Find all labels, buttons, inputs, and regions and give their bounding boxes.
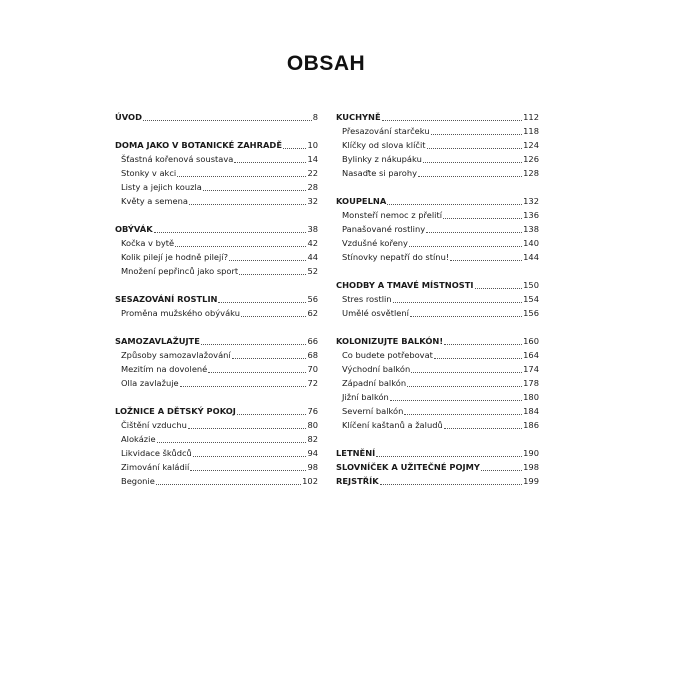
toc-subentry <box>115 152 318 166</box>
toc-subentry <box>115 250 318 264</box>
toc-subentry <box>115 180 318 194</box>
toc-entry-title: SESAZOVÁNÍ ROSTLIN <box>115 294 218 304</box>
toc-page-number: 144 <box>523 252 539 262</box>
toc-page-number: 10 <box>307 140 318 150</box>
toc-entry-title: LOŽNICE A DĚTSKÝ POKOJ <box>115 406 236 416</box>
toc-chapter-entry <box>115 110 318 124</box>
dot-leader <box>404 414 522 415</box>
toc-page-number: 82 <box>307 434 318 444</box>
toc-page-number: 28 <box>307 182 318 192</box>
toc-subentry <box>115 306 318 320</box>
toc-page-number: 174 <box>523 364 539 374</box>
toc-subentry <box>336 222 539 236</box>
dot-leader <box>380 484 522 485</box>
toc-chapter-entry <box>115 138 318 152</box>
toc-page-number: 68 <box>307 350 318 360</box>
toc-subentry <box>336 418 539 432</box>
dot-leader <box>407 386 522 387</box>
toc-entry-title: Západní balkón <box>342 378 407 388</box>
toc-entry-title: Likvidace škůdců <box>121 448 192 458</box>
toc-subentry <box>336 362 539 376</box>
toc-page-number: 128 <box>523 168 539 178</box>
dot-leader <box>434 358 522 359</box>
toc-entry-title: Stres rostlin <box>342 294 392 304</box>
toc-subentry <box>115 432 318 446</box>
toc-page-number: 140 <box>523 238 539 248</box>
toc-page-number: 150 <box>523 280 539 290</box>
toc-page-number: 72 <box>307 378 318 388</box>
toc-page-number: 178 <box>523 378 539 388</box>
toc-page-number: 138 <box>523 224 539 234</box>
toc-entry-title: Vzdušné kořeny <box>342 238 408 248</box>
toc-chapter-entry <box>115 222 318 236</box>
dot-leader <box>409 246 522 247</box>
dot-leader <box>393 302 523 303</box>
toc-entry-title: Klíčky od slova klíčit <box>342 140 426 150</box>
toc-chapter-entry <box>336 110 539 124</box>
toc-chapter-entry <box>115 404 318 418</box>
toc-entry-title: Listy a jejich kouzla <box>121 182 202 192</box>
toc-subentry <box>115 460 318 474</box>
toc-subentry <box>336 390 539 404</box>
toc-entry-title: Východní balkón <box>342 364 411 374</box>
dot-leader <box>418 176 522 177</box>
toc-page-number: 62 <box>307 308 318 318</box>
toc-page-number: 56 <box>307 294 318 304</box>
toc-page-number: 160 <box>523 336 539 346</box>
dot-leader <box>193 456 307 457</box>
toc-subentry <box>336 152 539 166</box>
toc-entry-title: SLOVNÍČEK A UŽITEČNÉ POJMY <box>336 462 480 472</box>
dot-leader <box>444 344 522 345</box>
section-spacer <box>336 264 539 278</box>
dot-leader <box>180 386 307 387</box>
toc-page-number: 180 <box>523 392 539 402</box>
toc-page-number: 70 <box>307 364 318 374</box>
toc-entry-title: Stínovky nepatří do stínu! <box>342 252 450 262</box>
toc-entry-title: Alokázie <box>121 434 156 444</box>
dot-leader <box>143 120 312 121</box>
toc-page-number: 8 <box>312 112 318 122</box>
toc-subentry <box>115 418 318 432</box>
section-spacer <box>336 432 539 446</box>
toc-entry-title: Nasaďte si parohy <box>342 168 418 178</box>
section-spacer <box>115 390 318 404</box>
dot-leader <box>234 162 306 163</box>
toc-page-number: 98 <box>307 462 318 472</box>
toc-entry-title: Klíčení kaštanů a žaludů <box>342 420 443 430</box>
dot-leader <box>237 414 307 415</box>
toc-entry-title: Přesazování starčeku <box>342 126 430 136</box>
toc-entry-title: CHODBY A TMAVÉ MÍSTNOSTI <box>336 280 474 290</box>
toc-entry-title: Kolik pilejí je hodně pilejí? <box>121 252 229 262</box>
toc-subentry <box>115 236 318 250</box>
dot-leader <box>387 204 522 205</box>
toc-entry-title: Olla zavlažuje <box>121 378 179 388</box>
toc-subentry <box>115 362 318 376</box>
toc-page-number: 156 <box>523 308 539 318</box>
dot-leader <box>382 120 522 121</box>
toc-entry-title: Šťastná kořenová soustava <box>121 154 234 164</box>
toc-page-number: 44 <box>307 252 318 262</box>
dot-leader <box>208 372 306 373</box>
toc-page-number: 14 <box>307 154 318 164</box>
section-spacer <box>115 124 318 138</box>
toc-subentry <box>336 376 539 390</box>
dot-leader <box>239 274 306 275</box>
page-title: OBSAH <box>286 52 366 75</box>
dot-leader <box>190 470 306 471</box>
toc-page-number: 94 <box>307 448 318 458</box>
toc-page-number: 118 <box>523 126 539 136</box>
toc-page-number: 112 <box>523 112 539 122</box>
toc-subentry <box>115 474 318 488</box>
dot-leader <box>154 232 307 233</box>
dot-leader <box>426 232 522 233</box>
toc-page-number: 38 <box>307 224 318 234</box>
toc-entry-title: KOUPELNA <box>336 196 387 206</box>
toc-entry-title: Severní balkón <box>342 406 404 416</box>
toc-entry-title: OBÝVÁK <box>115 224 153 234</box>
dot-leader <box>481 470 522 471</box>
toc-entry-title: LETNĚNÍ <box>336 448 376 458</box>
toc-page-number: 52 <box>307 266 318 276</box>
toc-entry-title: Kočka v bytě <box>121 238 175 248</box>
toc-page-number: 80 <box>307 420 318 430</box>
toc-chapter-entry <box>336 194 539 208</box>
toc-entry-title: KUCHYNĚ <box>336 112 381 122</box>
toc-subentry <box>336 166 539 180</box>
toc-subentry <box>336 138 539 152</box>
dot-leader <box>390 400 522 401</box>
toc-page-number: 32 <box>307 196 318 206</box>
toc-chapter-entry <box>336 474 539 488</box>
toc-page-number: 190 <box>523 448 539 458</box>
dot-leader <box>188 428 307 429</box>
toc-subentry <box>336 348 539 362</box>
dot-leader <box>376 456 522 457</box>
toc-page-number: 186 <box>523 420 539 430</box>
toc-entry-title: Stonky v akci <box>121 168 177 178</box>
dot-leader <box>177 176 306 177</box>
toc-page-number: 198 <box>523 462 539 472</box>
toc-entry-title: Jižní balkón <box>342 392 389 402</box>
toc-entry-title: KOLONIZUJTE BALKÓN! <box>336 336 444 346</box>
section-spacer <box>336 320 539 334</box>
toc-page-number: 66 <box>307 336 318 346</box>
toc-chapter-entry <box>115 292 318 306</box>
toc-page-number: 126 <box>523 154 539 164</box>
dot-leader <box>241 316 306 317</box>
dot-leader <box>283 148 306 149</box>
dot-leader <box>203 190 307 191</box>
toc-entry-title: REJSTŘÍK <box>336 476 379 486</box>
toc-entry-title: Zimování kaládií <box>121 462 190 472</box>
dot-leader <box>423 162 522 163</box>
toc-chapter-entry <box>336 446 539 460</box>
toc-page-number: 154 <box>523 294 539 304</box>
section-spacer <box>115 208 318 222</box>
dot-leader <box>229 260 306 261</box>
toc-subentry <box>336 236 539 250</box>
toc-column-right <box>336 110 539 488</box>
toc-page-number: 164 <box>523 350 539 360</box>
toc-entry-title: SAMOZAVLAŽUJTE <box>115 336 200 346</box>
toc-entry-title: Květy a semena <box>121 196 188 206</box>
toc-subentry <box>115 194 318 208</box>
toc-subentry <box>115 446 318 460</box>
toc-chapter-entry <box>336 278 539 292</box>
dot-leader <box>232 358 307 359</box>
section-spacer <box>336 180 539 194</box>
toc-chapter-entry <box>336 460 539 474</box>
toc-chapter-entry <box>115 334 318 348</box>
toc-subentry <box>336 292 539 306</box>
toc-subentry <box>115 348 318 362</box>
toc-subentry <box>115 166 318 180</box>
toc-entry-title: Mezitím na dovolené <box>121 364 208 374</box>
toc-entry-title: Způsoby samozavlažování <box>121 350 231 360</box>
dot-leader <box>427 148 523 149</box>
toc-page-number: 132 <box>523 196 539 206</box>
dot-leader <box>475 288 523 289</box>
toc-entry-title: Monsteří nemoc z přelití <box>342 210 443 220</box>
toc-entry-title: ÚVOD <box>115 112 142 122</box>
toc-column-left <box>115 110 318 488</box>
toc-entry-title: Panašované rostliny <box>342 224 426 234</box>
toc-page-number: 136 <box>523 210 539 220</box>
toc-subentry <box>336 124 539 138</box>
toc-entry-title: DOMA JAKO V BOTANICKÉ ZAHRADĚ <box>115 140 282 150</box>
toc-entry-title: Bylinky z nákupáku <box>342 154 422 164</box>
toc-page-number: 102 <box>302 476 318 486</box>
dot-leader <box>410 316 522 317</box>
dot-leader <box>156 484 301 485</box>
dot-leader <box>443 218 522 219</box>
toc-page-number: 124 <box>523 140 539 150</box>
dot-leader <box>411 372 522 373</box>
toc-page-number: 22 <box>307 168 318 178</box>
toc-subentry <box>115 376 318 390</box>
toc-subentry <box>336 250 539 264</box>
dot-leader <box>444 428 522 429</box>
toc-subentry <box>336 404 539 418</box>
toc-chapter-entry <box>336 334 539 348</box>
toc-page-number: 199 <box>523 476 539 486</box>
toc-page-number: 184 <box>523 406 539 416</box>
toc-subentry <box>336 306 539 320</box>
section-spacer <box>115 278 318 292</box>
toc-page-number: 42 <box>307 238 318 248</box>
toc-entry-title: Umělé osvětlení <box>342 308 409 318</box>
toc-page-number: 76 <box>307 406 318 416</box>
toc-entry-title: Begonie <box>121 476 155 486</box>
toc-subentry <box>336 208 539 222</box>
dot-leader <box>450 260 522 261</box>
toc-entry-title: Proměna mužského obýváku <box>121 308 240 318</box>
toc-entry-title: Čištění vzduchu <box>121 420 187 430</box>
toc-entry-title: Množení pepřinců jako sport <box>121 266 239 276</box>
section-spacer <box>115 320 318 334</box>
toc-entry-title: Co budete potřebovat <box>342 350 433 360</box>
dot-leader <box>201 344 307 345</box>
dot-leader <box>189 204 307 205</box>
dot-leader <box>157 442 307 443</box>
toc-subentry <box>115 264 318 278</box>
dot-leader <box>218 302 306 303</box>
dot-leader <box>431 134 523 135</box>
dot-leader <box>175 246 306 247</box>
